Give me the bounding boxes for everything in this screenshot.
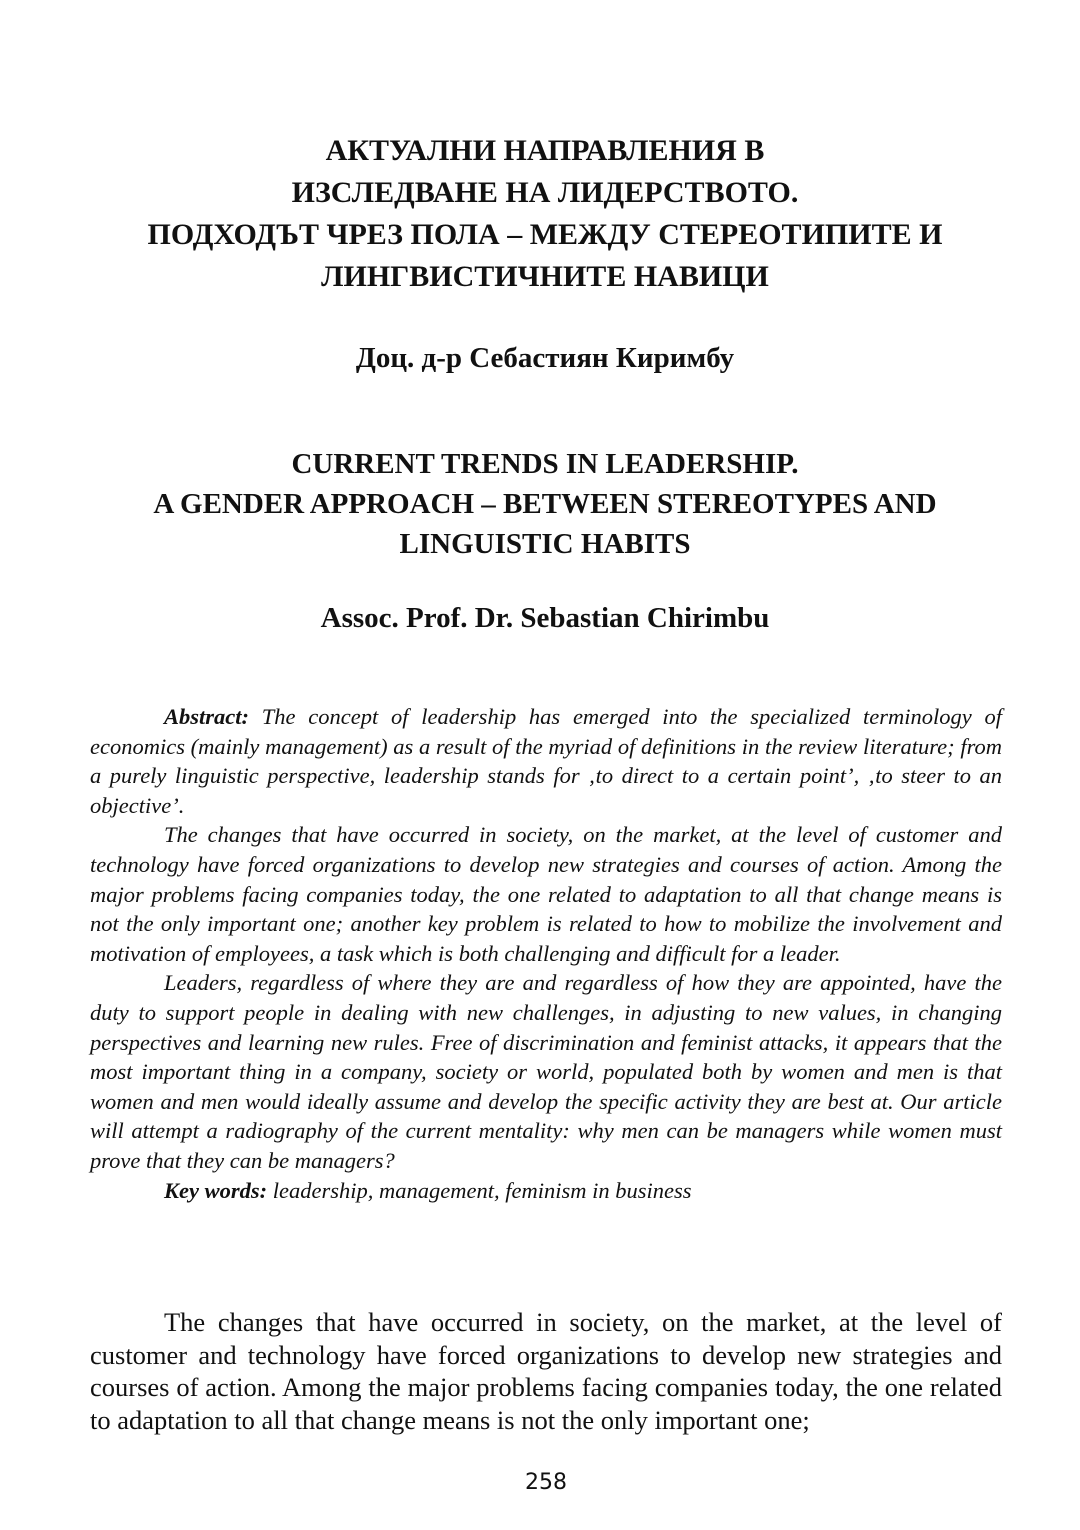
english-title-line: A GENDER APPROACH – BETWEEN STEREOTYPES AND xyxy=(153,488,937,520)
bulgarian-title-line: ПОДХОДЪТ ЧРЕЗ ПОЛА – МЕЖДУ СТЕРЕОТИПИТЕ И xyxy=(147,218,943,251)
abstract-section xyxy=(90,702,1002,1205)
keywords-line xyxy=(90,1176,1002,1206)
english-title xyxy=(60,444,1030,564)
keywords-label: Key words: xyxy=(164,1177,268,1203)
bulgarian-title-line: АКТУАЛНИ НАПРАВЛЕНИЯ В xyxy=(325,134,765,167)
bulgarian-title-line: ИЗСЛЕДВАНЕ НА ЛИДЕРСТВОТО. xyxy=(291,176,799,209)
keywords-text: leadership, management, feminism in business xyxy=(267,1177,692,1203)
english-title-line: LINGUISTIC HABITS xyxy=(399,528,691,560)
abstract-label: Abstract: xyxy=(164,704,250,729)
bulgarian-author: Доц. д-р Себастиян Киримбу xyxy=(355,342,735,374)
body-paragraph: The changes that have occurred in society, on the market, at the level of customer and technology have forced organizations to develop new strategies and courses of action. Among the major problems facing companies today, the one related to adaptation to all that change means is not the only important one; xyxy=(90,1307,1002,1435)
bulgarian-title-line: ЛИНГВИСТИЧНИТЕ НАВИЦИ xyxy=(321,260,769,293)
english-author: Assoc. Prof. Dr. Sebastian Chirimbu xyxy=(320,602,770,634)
abstract-paragraph: Leaders, regardless of where they are and regardless of how they are appointed, have the duty to support people in dealing with new challenges, in adjusting to new values, in changing perspectives and learning new rules. Free of discrimination and feminist attacks, it appears that the most important thing in a company, society or world, populated both by women and men is that women and men would ideally assume and develop the specific activity they are best at. Our article will attempt a radiography of the current mentality: why men can be managers while women must prove that they can be managers? xyxy=(90,970,1002,1173)
abstract-text: The concept of leadership has emerged into the specialized terminology of economics (mainly management) as a result of the myriad of definitions in the review literature; from a purely linguistic perspective, leadership stands for ‚to direct to a certain point’, ‚to steer to an objective’. xyxy=(90,704,1002,818)
page-number: 258 xyxy=(525,1470,567,1495)
bulgarian-title xyxy=(60,130,1030,298)
body-text xyxy=(90,1306,1002,1436)
abstract-paragraph: The changes that have occurred in society, on the market, at the level of customer and technology have forced organizations to develop new strategies and courses of action. Among the major problems facing companies today, the one related to adaptation to all that change means is not the only important one; another key problem is related to how to mobilize the involvement and motivation of employees, a task which is both challenging and difficult for a leader. xyxy=(90,822,1002,966)
english-title-line: CURRENT TRENDS IN LEADERSHIP. xyxy=(291,448,799,480)
abstract-paragraph xyxy=(90,702,1002,820)
